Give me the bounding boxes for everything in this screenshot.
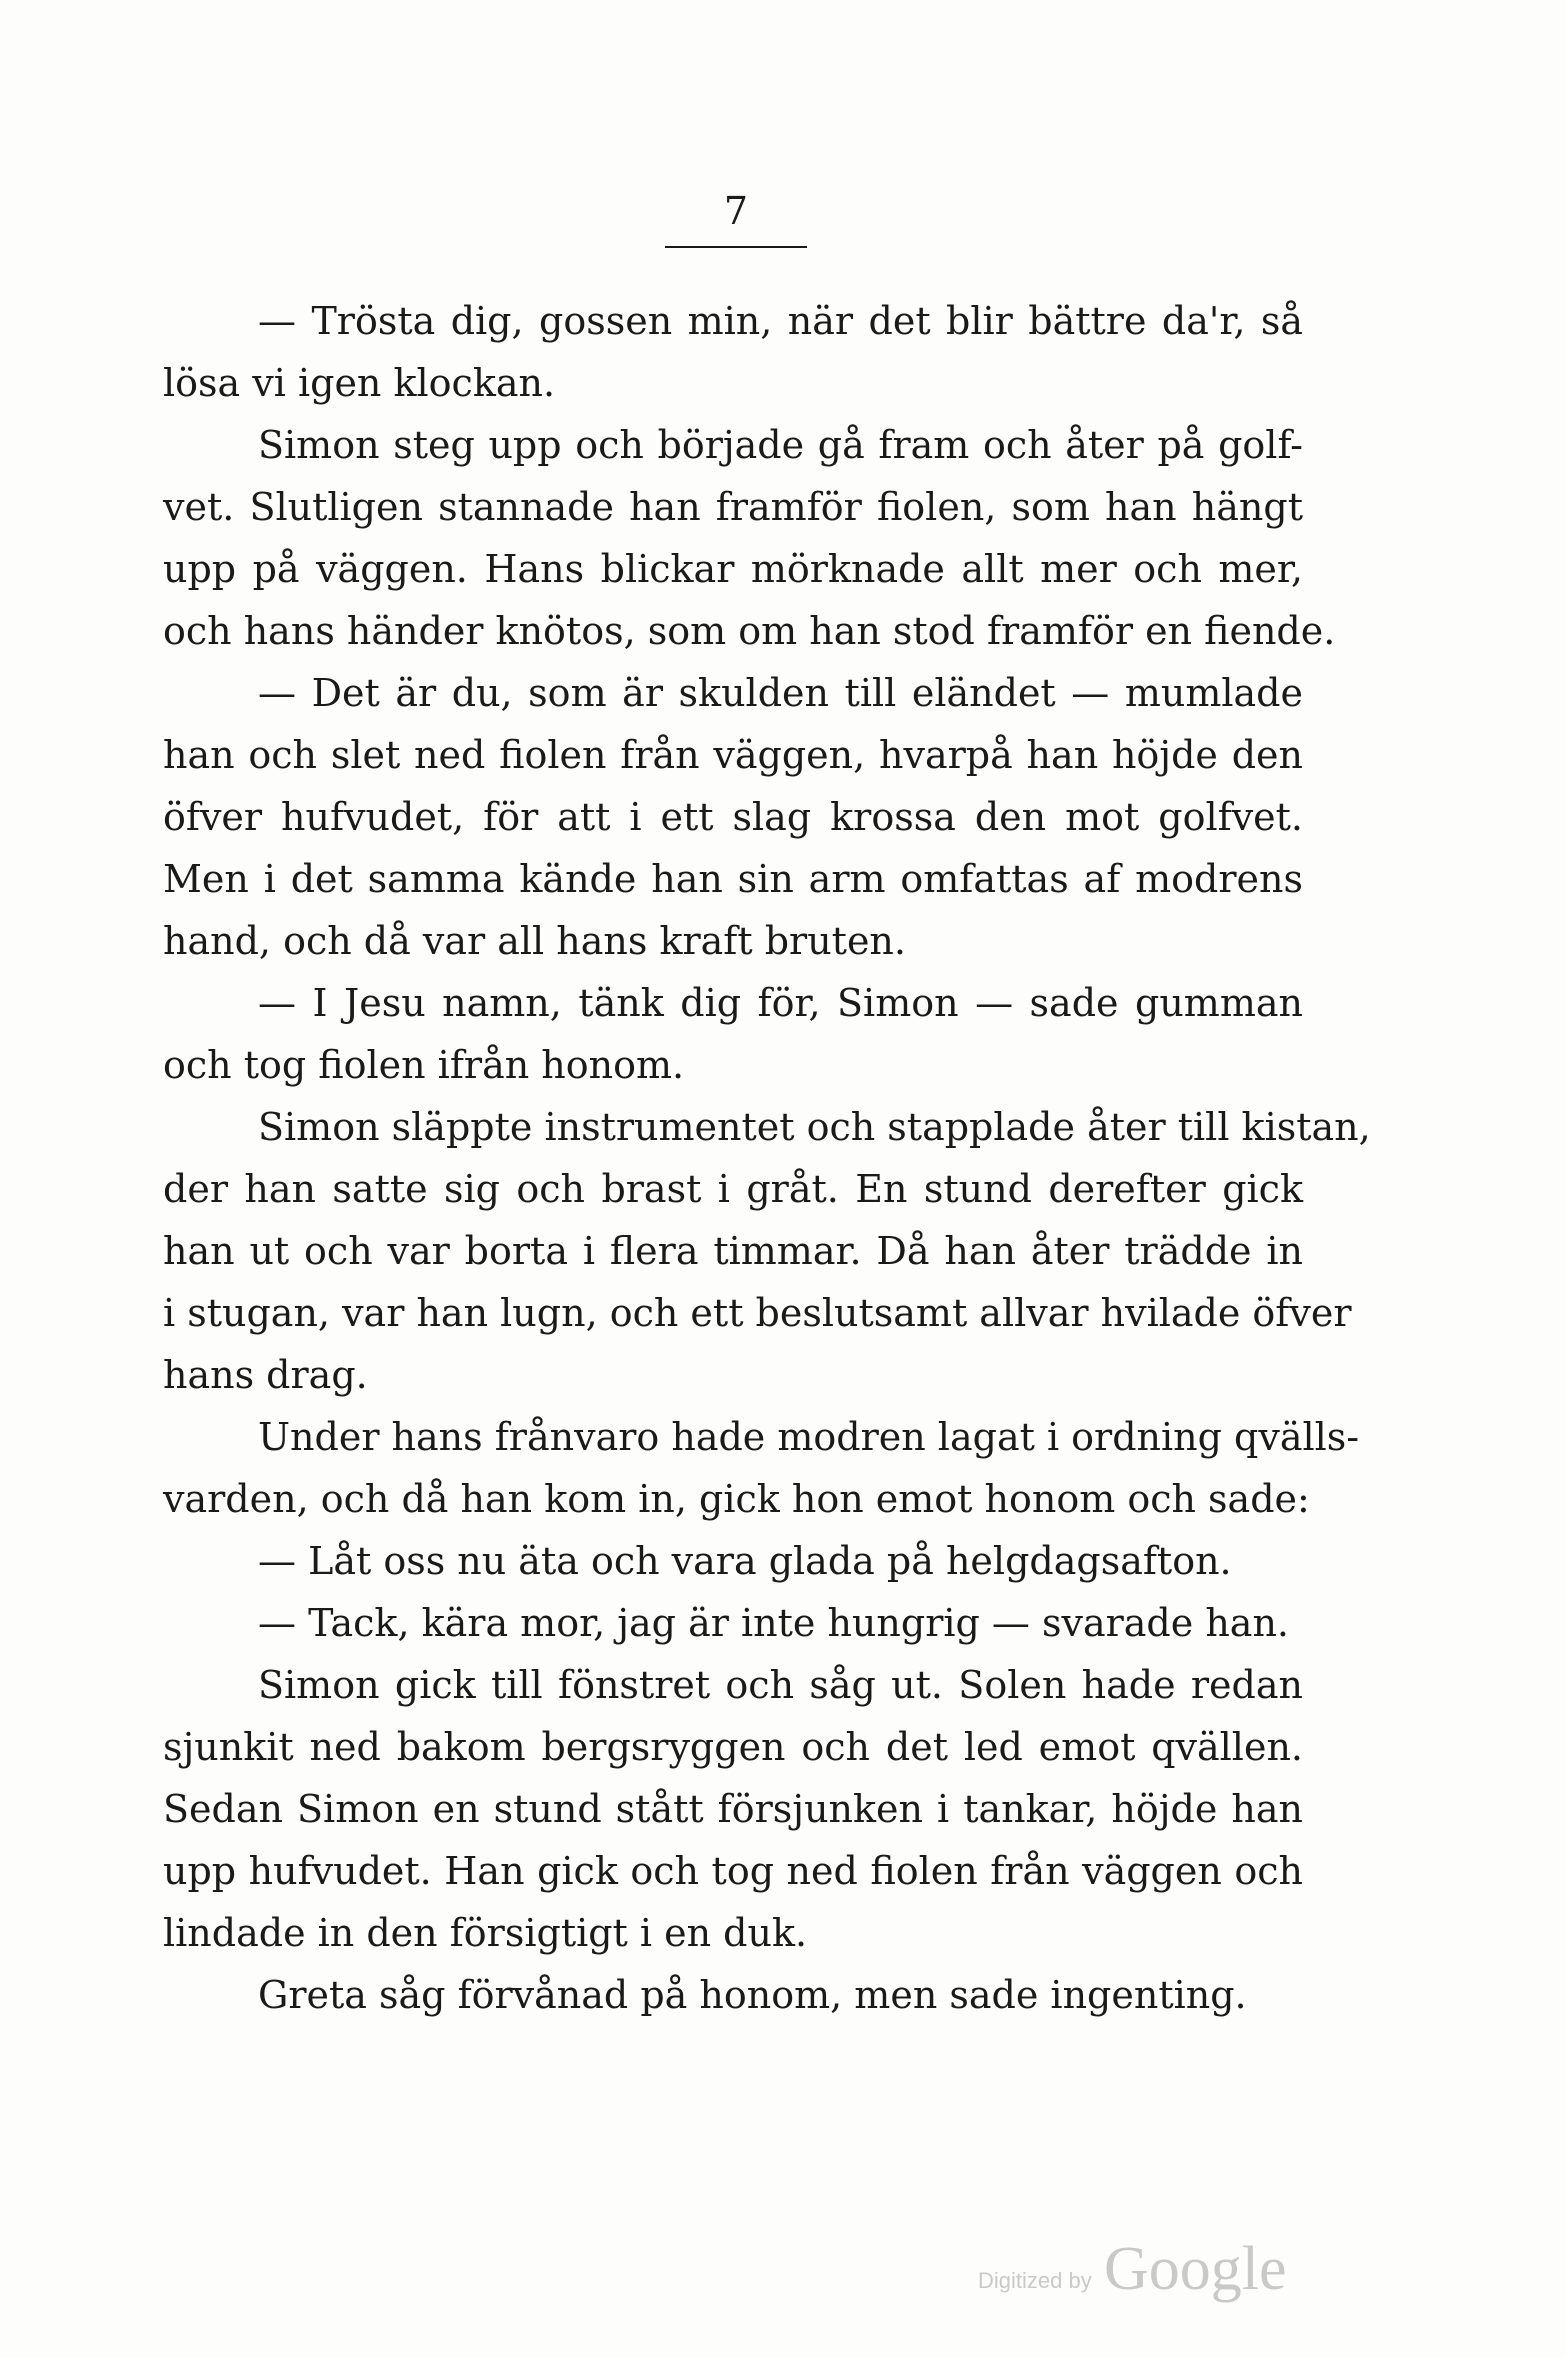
text-line: — Låt oss nu äta och vara glada på helgdagsafton. [258,1539,1232,1583]
text-line: Greta såg förvånad på honom, men sade ingenting. [258,1973,1247,2017]
text-line: hand, och då var all hans kraft bruten. [163,919,906,963]
page-number: 7 [723,189,749,233]
text-line: varden, och då han kom in, gick hon emot honom och sade: [163,1477,1310,1521]
text-line: upp på väggen. Hans blickar mörknade allt mer och mer, [163,547,1303,591]
text-line: Men i det samma kände han sin arm omfattas af modrens [163,857,1303,901]
text-line: — Tröstа dig, gossen min, när det blir bättre da'r, så [258,299,1303,343]
text-line: i stugan, var han lugn, och ett beslutsamt allvar hvilade öfver [163,1291,1352,1335]
page-number-rule [665,246,807,248]
text-line: sjunkit ned bakom bergsryggen och det led emot qvällen. [163,1725,1303,1769]
text-line: Sedan Simon en stund stått försjunken i tankar, höjde han [163,1787,1303,1831]
digitized-watermark [972,2230,1302,2310]
text-line: vet. Slutligen stannade han framför fiolen, som han hängt [163,485,1303,529]
text-line: der han satte sig och brast i gråt. En stund derefter gick [163,1167,1303,1211]
watermark-small-text: Digitized by [978,2268,1092,2293]
google-logo-text: Google [1104,2235,1287,2303]
text-line: hans drag. [163,1353,368,1397]
text-line: upp hufvudet. Han gick och tog ned fiolen från väggen och [163,1849,1303,1893]
text-line: lösa vi igen klockan. [163,361,556,405]
text-line: — I Jesu namn, tänk dig för, Simon — sade gumman [258,981,1303,1025]
text-line: och tog fiolen ifrån honom. [163,1043,685,1087]
text-line: — Tack, kära mor, jag är inte hungrig — svarade han. [258,1601,1290,1645]
text-line: han ut och var borta i flera timmar. Då han åter trädde in [163,1229,1303,1273]
text-line: lindade in den försigtigt i en duk. [163,1911,808,1955]
body-text [163,290,1371,2026]
text-line: Simon släppte instrumentet och stapplade åter till kistan, [258,1105,1371,1149]
text-line: han och slet ned fiolen från väggen, hvarpå han höjde den [163,733,1303,777]
text-line: öfver hufvudet, för att i ett slag krossa den mot golfvet. [163,795,1303,839]
text-line: och hans händer knötos, som om han stod framför en fiende. [163,609,1336,653]
text-line: Simon gick till fönstret och såg ut. Solen hade redan [258,1663,1303,1707]
text-line: — Det är du, som är skulden till eländet — mumlade [258,671,1303,715]
text-line: Under hans frånvaro hade modren lagat i ordning qvälls- [258,1415,1360,1459]
text-line: Simon steg upp och började gå fram och åter på golf- [258,423,1303,467]
